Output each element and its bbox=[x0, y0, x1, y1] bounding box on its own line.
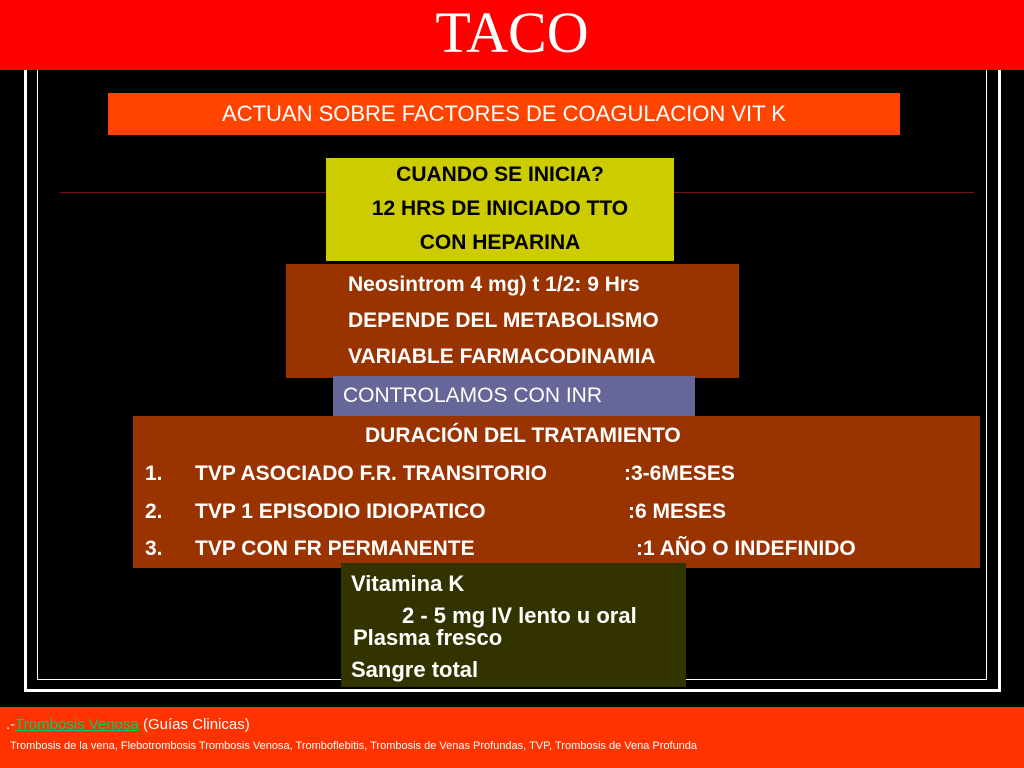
frame-left-inner bbox=[37, 70, 38, 680]
slide-title: TACO bbox=[435, 0, 589, 65]
pharmacology-line: DEPENDE DEL METABOLISMO bbox=[348, 309, 659, 332]
antidote-line: Vitamina K bbox=[351, 571, 465, 596]
pharmacology-line: VARIABLE FARMACODINAMIA bbox=[348, 345, 656, 368]
start-line: 12 HRS DE INICIADO TTO bbox=[371, 197, 629, 220]
row-label: TVP ASOCIADO F.R. TRANSITORIO bbox=[195, 462, 547, 485]
row-value: :3-6MESES bbox=[624, 462, 735, 485]
duration-heading: DURACIÓN DEL TRATAMIENTO bbox=[365, 424, 681, 447]
row-number: 2. bbox=[145, 500, 163, 523]
start-line: CON HEPARINA bbox=[419, 231, 581, 254]
reference-suffix: (Guías Clinicas) bbox=[138, 716, 250, 733]
mechanism-box: ACTUAN SOBRE FACTORES DE COAGULACION VIT K bbox=[108, 93, 900, 135]
row-value: :1 AÑO O INDEFINIDO bbox=[636, 537, 856, 560]
reference-link[interactable]: Trombosis Venosa bbox=[15, 716, 139, 733]
row-number: 3. bbox=[145, 537, 163, 560]
antidote-line: 2 - 5 mg IV lento u oral bbox=[402, 603, 637, 628]
antidote-box bbox=[341, 563, 686, 687]
row-number: 1. bbox=[145, 462, 163, 485]
frame-left-outer bbox=[24, 70, 27, 692]
control-box bbox=[333, 376, 695, 416]
reference-description: Trombosis de la vena, Flebotrombosis Trombosis Venosa, Tromboflebitis, Trombosis de Venas Profundas, TVP, Trombosis de Vena Profunda bbox=[10, 740, 698, 752]
frame-right-inner bbox=[986, 70, 987, 680]
frame-right-outer bbox=[998, 70, 1001, 692]
reference-prefix: .- bbox=[6, 716, 16, 733]
pharmacology-box bbox=[286, 264, 739, 378]
antidote-line: Sangre total bbox=[351, 657, 479, 682]
row-label: TVP CON FR PERMANENTE bbox=[195, 537, 475, 560]
reference-line bbox=[6, 716, 250, 733]
row-value: :6 MESES bbox=[628, 500, 727, 523]
row-label: TVP 1 EPISODIO IDIOPATICO bbox=[195, 500, 486, 523]
frame-bottom-outer bbox=[24, 689, 1001, 692]
antidote-line: Plasma fresco bbox=[353, 625, 503, 650]
pharmacology-line: Neosintrom 4 mg) t 1/2: 9 Hrs bbox=[348, 273, 640, 296]
control-text: CONTROLAMOS CON INR bbox=[343, 384, 603, 407]
start-box bbox=[326, 158, 674, 261]
start-line: CUANDO SE INICIA? bbox=[396, 163, 604, 186]
duration-box bbox=[133, 416, 980, 568]
